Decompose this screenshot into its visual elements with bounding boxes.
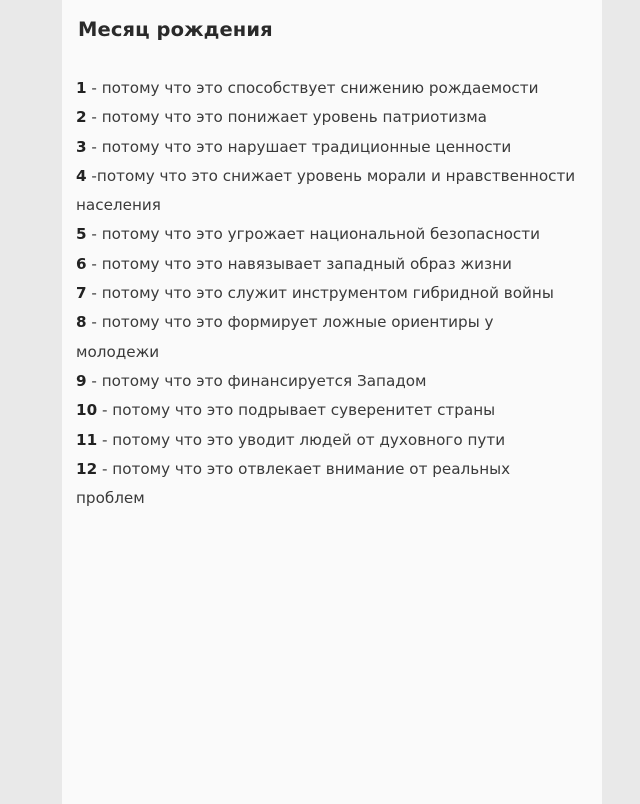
item-number: 3 [76,137,87,156]
item-text: - потому что это способствует снижению рождаемости [86,79,539,97]
list-item [76,220,576,249]
list-item [76,103,576,132]
item-text: - потому что это формирует ложные ориентиры у молодежи [76,313,494,361]
item-number: 10 [76,401,98,420]
item-number: 2 [76,108,87,127]
item-number: 6 [76,254,87,273]
list-item [76,308,576,367]
list-item [76,250,576,279]
item-number: 12 [76,459,98,478]
list-item [76,162,576,221]
document-title: Месяц рождения [78,18,273,41]
list-item [76,426,576,455]
list-item [76,279,576,308]
item-text: - потому что это служит инструментом гибридной войны [86,284,554,303]
item-text: - потому что это подрывает суверенитет страны [97,401,496,420]
item-number: 4 [76,166,87,185]
list-item [76,367,576,396]
item-text: - потому что это нарушает традиционные ценности [86,137,512,156]
item-text: - потому что это понижает уровень патриотизма [86,108,487,127]
item-text: - потому что это навязывает западный образ жизни [86,254,512,273]
item-text: - потому что это уводит людей от духовного пути [97,430,506,449]
item-number: 9 [76,371,87,390]
item-text: - потому что это угрожает национальной безопасности [86,225,541,244]
item-text: - потому что это финансируется Западом [86,371,427,390]
list-item [76,396,576,425]
list-item [76,74,576,103]
list-item [76,455,576,514]
item-number: 11 [76,430,98,449]
reasons-list [76,74,576,513]
list-item [76,133,576,162]
item-text: -потому что это снижает уровень морали и нравственности населения [76,166,576,215]
item-number: 1 [76,79,87,97]
item-number: 5 [76,225,87,244]
item-text: - потому что это отвлекает внимание от реальных проблем [76,459,511,508]
item-number: 8 [76,313,87,332]
item-number: 7 [76,284,87,303]
